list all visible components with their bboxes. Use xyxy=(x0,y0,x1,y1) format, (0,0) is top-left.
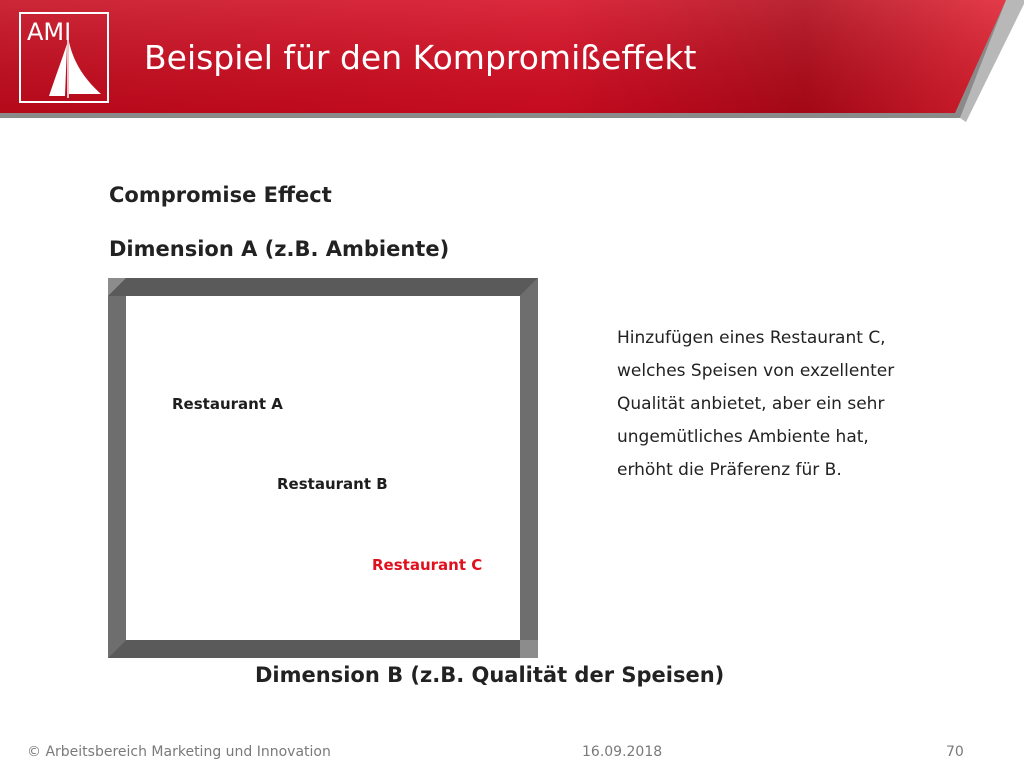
compromise-effect-heading: Compromise Effect xyxy=(109,183,332,207)
description-line: Qualität anbietet, aber ein sehr xyxy=(617,394,885,414)
description-line: Hinzufügen eines Restaurant C, xyxy=(617,328,886,348)
dimension-a-label: Dimension A (z.B. Ambiente) xyxy=(109,237,450,261)
description-line: welches Speisen von exzellenter xyxy=(617,361,895,381)
description-line: erhöht die Präferenz für B. xyxy=(617,460,842,480)
restaurant-a-label: Restaurant A xyxy=(172,395,283,413)
sail-icon xyxy=(21,14,107,101)
dimension-b-label: Dimension B (z.B. Qualität der Speisen) xyxy=(255,663,725,687)
footer-copyright: © Arbeitsbereich Marketing und Innovation xyxy=(27,744,331,760)
ami-logo xyxy=(19,12,109,103)
description-line: ungemütliches Ambiente hat, xyxy=(617,427,869,447)
logo-text: AMI xyxy=(27,18,72,46)
page-number: 70 xyxy=(946,744,964,760)
description-text xyxy=(617,322,977,487)
restaurant-c-label: Restaurant C xyxy=(372,556,483,574)
footer-date: 16.09.2018 xyxy=(582,744,663,760)
restaurant-b-label: Restaurant B xyxy=(277,475,388,493)
beveled-frame xyxy=(108,278,538,658)
slide-title: Beispiel für den Kompromißeffekt xyxy=(144,38,697,77)
